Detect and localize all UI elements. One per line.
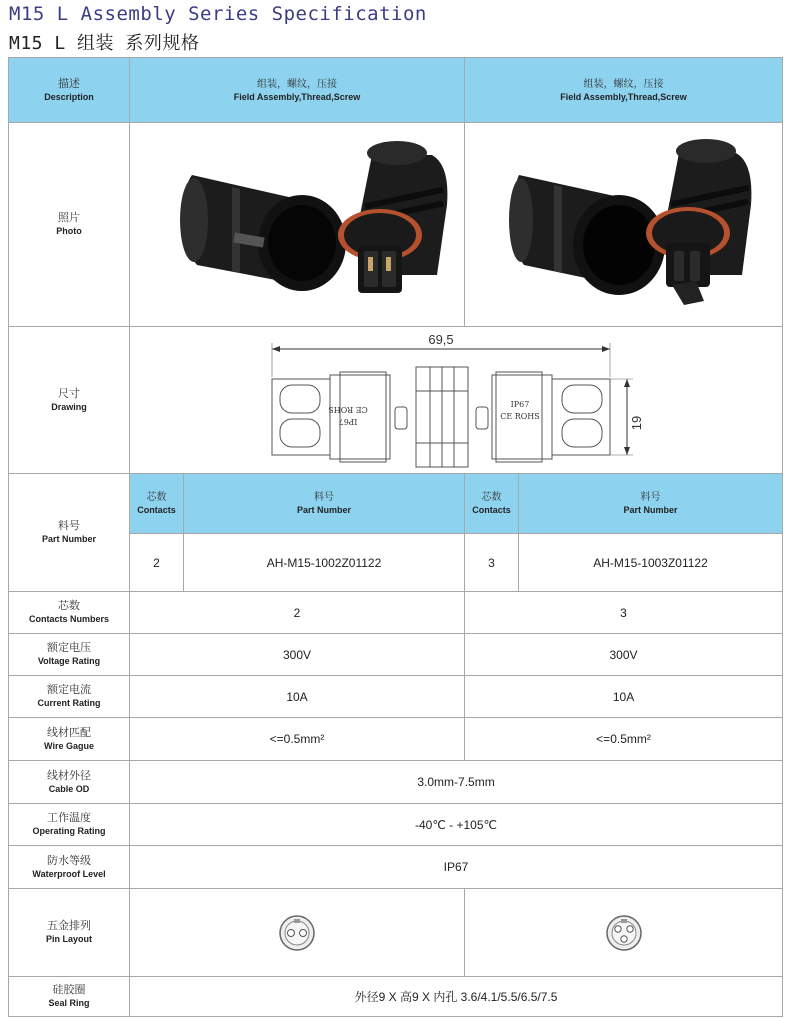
label-en: Operating Rating <box>32 826 106 836</box>
label-en: Pin Layout <box>45 934 92 944</box>
wire-gauge-label-cell <box>9 718 130 761</box>
contacts-value-col2: 3 <box>465 592 783 634</box>
current-value-col1: 10A <box>130 676 465 718</box>
contacts-header-2 <box>465 474 519 534</box>
label-cn: 五金排列 <box>47 920 91 932</box>
label-cn: 额定电流 <box>47 684 91 696</box>
drawing-row <box>9 327 783 474</box>
pin-layout-2-contacts-icon <box>277 913 317 953</box>
contacts-label-cell <box>9 592 130 634</box>
pin-layout-row <box>9 889 783 977</box>
label-en: Current Rating <box>37 698 101 708</box>
part-number-header-1 <box>184 474 465 534</box>
operating-row <box>9 804 783 846</box>
photo-label-cell <box>9 123 130 327</box>
current-value-col2: 10A <box>465 676 783 718</box>
contacts-value-col1: 2 <box>130 592 465 634</box>
header-col2-cn: 组装，螺纹，压接 <box>583 78 664 90</box>
label-en: Photo <box>56 226 82 236</box>
pn-cn: 料号 <box>314 492 334 503</box>
contacts-en: Contacts <box>137 505 176 515</box>
current-label-cell <box>9 676 130 718</box>
label-en: Waterproof Level <box>32 868 106 879</box>
contacts-cn: 芯数 <box>146 492 167 503</box>
photo-cell-2pin <box>130 123 465 327</box>
label-cn: 防水等级 <box>47 854 91 867</box>
contacts-row <box>9 592 783 634</box>
waterproof-value: IP67 <box>130 846 783 889</box>
label-en: Voltage Rating <box>37 656 101 666</box>
pn-en: Part Number <box>623 505 678 515</box>
label-cn: 芯数 <box>58 600 80 612</box>
label-cn: 线材匹配 <box>47 726 91 739</box>
part-number-header-row <box>9 474 783 534</box>
contacts-en: Contacts <box>472 505 511 515</box>
page-title: M15 L Assembly Series Specification <box>9 3 427 25</box>
header-col-1 <box>130 58 465 123</box>
seal-ring-value: 外径9 X 高9 X 内孔 3.6/4.1/5.5/6.5/7.5 <box>130 977 783 1017</box>
label-en: Part Number <box>41 534 96 544</box>
header-col1-cn: 组装，螺纹，压接 <box>257 78 337 90</box>
voltage-row <box>9 634 783 676</box>
pin-layout-cell-2pin <box>130 889 465 977</box>
seal-ring-label-cell <box>9 977 130 1017</box>
wire-gauge-value-col2: <=0.5mm² <box>465 718 783 761</box>
part-number-value-2: AH-M15-1003Z01122 <box>519 534 783 592</box>
right-marking-1: IP67 <box>510 400 530 409</box>
voltage-label-cell <box>9 634 130 676</box>
label-en: Seal Ring <box>48 998 90 1008</box>
seal-ring-row <box>9 977 783 1017</box>
contacts-value-1: 2 <box>130 534 184 592</box>
pn-en: Part Number <box>297 505 352 515</box>
waterproof-row <box>9 846 783 889</box>
header-col2-en: Field Assembly,Thread,Screw <box>560 91 687 102</box>
current-row <box>9 676 783 718</box>
pn-cn: 料号 <box>640 492 661 503</box>
drawing-label-cell <box>9 327 130 474</box>
left-marking-1: IP67 <box>338 417 358 426</box>
header-row <box>9 58 783 123</box>
label-cn: 线材外径 <box>47 769 91 782</box>
label-cn: 料号 <box>58 520 80 532</box>
label-en: Contacts Numbers <box>28 614 109 624</box>
length-dimension: 69,5 <box>428 332 454 347</box>
waterproof-label-cell <box>9 846 130 889</box>
contacts-value-2: 3 <box>465 534 519 592</box>
photo-row <box>9 123 783 327</box>
left-marking-2: CE ROHS <box>328 405 368 414</box>
header-col-2 <box>465 58 783 123</box>
contacts-cn: 芯数 <box>481 492 502 503</box>
cable-od-label-cell <box>9 761 130 804</box>
right-marking-2: CE ROHS <box>500 412 540 421</box>
label-cn: 尺寸 <box>58 387 80 400</box>
label-cn: 硅胶圈 <box>52 984 86 996</box>
page-subtitle: M15 L 组装 系列规格 <box>9 33 200 54</box>
label-cn: 描述 <box>58 77 80 90</box>
label-cn: 工作温度 <box>47 812 91 824</box>
label-en: Wire Gague <box>44 740 94 751</box>
connector-3pin-photo-icon <box>474 125 774 325</box>
description-label-cell <box>9 58 130 123</box>
cable-od-row <box>9 761 783 804</box>
cable-od-value: 3.0mm-7.5mm <box>130 761 783 804</box>
label-en: Description <box>44 91 94 102</box>
part-number-value-1: AH-M15-1002Z01122 <box>184 534 465 592</box>
photo-cell-3pin <box>465 123 783 327</box>
operating-label-cell <box>9 804 130 846</box>
operating-value: -40℃ - +105℃ <box>130 804 783 846</box>
voltage-value-col2: 300V <box>465 634 783 676</box>
voltage-value-col1: 300V <box>130 634 465 676</box>
label-en: Drawing <box>51 401 87 412</box>
part-number-label-cell <box>9 474 130 592</box>
dimension-drawing-icon <box>130 327 782 473</box>
wire-gauge-row <box>9 718 783 761</box>
pin-layout-label-cell <box>9 889 130 977</box>
pin-layout-3-contacts-icon <box>604 913 644 953</box>
label-cn: 照片 <box>58 212 80 224</box>
header-col1-en: Field Assembly,Thread,Screw <box>233 91 361 102</box>
height-dimension: 19 <box>629 415 644 431</box>
label-cn: 额定电压 <box>47 642 91 654</box>
contacts-header-1 <box>130 474 184 534</box>
wire-gauge-value-col1: <=0.5mm² <box>130 718 465 761</box>
label-en: Cable OD <box>48 783 90 794</box>
drawing-cell <box>130 327 783 474</box>
pin-layout-cell-3pin <box>465 889 783 977</box>
spec-table <box>8 57 783 1017</box>
part-number-header-2 <box>519 474 783 534</box>
connector-2pin-photo-icon <box>132 125 462 325</box>
